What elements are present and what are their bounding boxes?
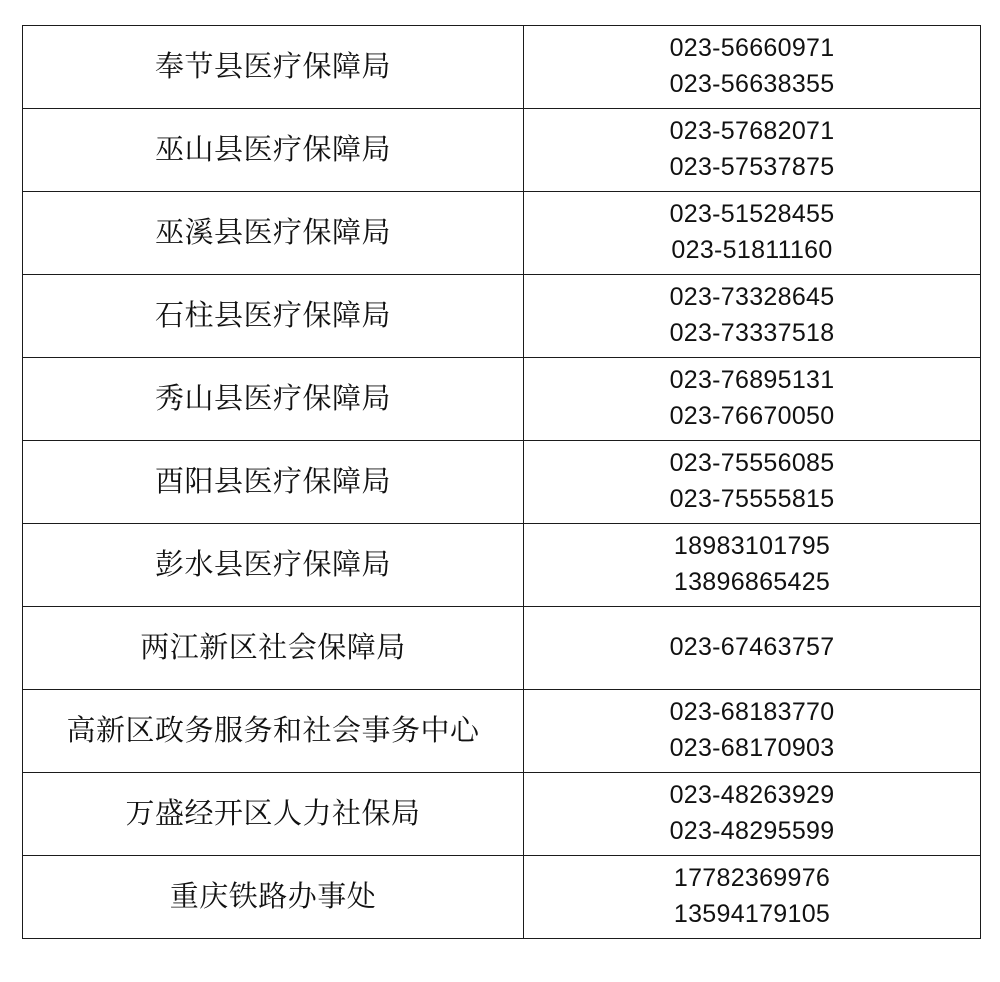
phone-list bbox=[524, 364, 980, 434]
organization-name-cell bbox=[23, 192, 524, 275]
phone-number: 023-51811160 bbox=[671, 236, 833, 264]
organization-name: 彭水县医疗保障局 bbox=[154, 548, 391, 581]
table-row bbox=[23, 275, 981, 358]
organization-name-cell bbox=[23, 524, 524, 607]
phone-cell bbox=[524, 275, 981, 358]
phone-cell bbox=[524, 524, 981, 607]
organization-name-cell bbox=[23, 109, 524, 192]
phone-number: 023-67463757 bbox=[669, 633, 835, 662]
phone-number: 023-48263929 bbox=[669, 781, 835, 810]
phone-cell bbox=[524, 192, 981, 275]
phone-number: 023-57682071 bbox=[669, 117, 835, 146]
organization-name: 奉节县医疗保障局 bbox=[154, 50, 391, 83]
table-row bbox=[23, 524, 981, 607]
table-row bbox=[23, 607, 981, 690]
phone-cell bbox=[524, 690, 981, 773]
table-body bbox=[23, 26, 981, 939]
contact-table bbox=[22, 25, 981, 939]
phone-number: 023-57537875 bbox=[669, 153, 835, 181]
organization-name-cell bbox=[23, 358, 524, 441]
phone-cell bbox=[524, 856, 981, 939]
organization-name-cell bbox=[23, 441, 524, 524]
phone-number: 023-76670050 bbox=[669, 402, 835, 430]
phone-cell bbox=[524, 26, 981, 109]
phone-number: 023-48295599 bbox=[669, 817, 835, 845]
organization-name-cell bbox=[23, 856, 524, 939]
organization-name-cell bbox=[23, 607, 524, 690]
table-row bbox=[23, 690, 981, 773]
phone-number: 13896865425 bbox=[673, 568, 831, 596]
table-row bbox=[23, 773, 981, 856]
table-row bbox=[23, 358, 981, 441]
phone-list bbox=[524, 696, 980, 766]
phone-cell bbox=[524, 441, 981, 524]
table-row bbox=[23, 192, 981, 275]
phone-list bbox=[524, 779, 980, 849]
phone-number: 023-73328645 bbox=[669, 283, 835, 312]
phone-list bbox=[524, 281, 980, 351]
organization-name: 石柱县医疗保障局 bbox=[154, 299, 391, 332]
organization-name: 重庆铁路办事处 bbox=[169, 880, 377, 913]
phone-list bbox=[524, 115, 980, 185]
phone-number: 13594179105 bbox=[673, 900, 831, 928]
phone-list bbox=[524, 631, 980, 665]
phone-number: 023-68170903 bbox=[669, 734, 835, 762]
phone-cell bbox=[524, 109, 981, 192]
organization-name: 巫溪县医疗保障局 bbox=[154, 216, 391, 249]
table-row bbox=[23, 856, 981, 939]
organization-name: 万盛经开区人力社保局 bbox=[125, 797, 421, 830]
organization-name-cell bbox=[23, 773, 524, 856]
phone-list bbox=[524, 862, 980, 932]
phone-number: 023-56638355 bbox=[669, 70, 835, 98]
phone-number: 023-68183770 bbox=[669, 698, 835, 727]
phone-list bbox=[524, 447, 980, 517]
phone-number: 17782369976 bbox=[673, 864, 831, 893]
organization-name: 两江新区社会保障局 bbox=[140, 631, 406, 664]
phone-number: 023-56660971 bbox=[669, 34, 835, 63]
organization-name-cell bbox=[23, 26, 524, 109]
organization-name-cell bbox=[23, 275, 524, 358]
phone-list bbox=[524, 530, 980, 600]
organization-name: 高新区政务服务和社会事务中心 bbox=[66, 714, 480, 747]
organization-name-cell bbox=[23, 690, 524, 773]
table-row bbox=[23, 109, 981, 192]
phone-cell bbox=[524, 773, 981, 856]
organization-name: 巫山县医疗保障局 bbox=[154, 133, 391, 166]
table-row bbox=[23, 441, 981, 524]
phone-number: 023-75555815 bbox=[669, 485, 835, 513]
phone-number: 023-75556085 bbox=[669, 449, 835, 478]
phone-cell bbox=[524, 358, 981, 441]
phone-cell bbox=[524, 607, 981, 690]
phone-list bbox=[524, 198, 980, 268]
phone-number: 023-73337518 bbox=[669, 319, 835, 347]
phone-number: 023-51528455 bbox=[669, 200, 835, 229]
organization-name: 酉阳县医疗保障局 bbox=[154, 465, 391, 498]
phone-list bbox=[524, 32, 980, 102]
phone-number: 18983101795 bbox=[673, 532, 831, 561]
phone-number: 023-76895131 bbox=[669, 366, 835, 395]
organization-name: 秀山县医疗保障局 bbox=[154, 382, 391, 415]
table-row bbox=[23, 26, 981, 109]
